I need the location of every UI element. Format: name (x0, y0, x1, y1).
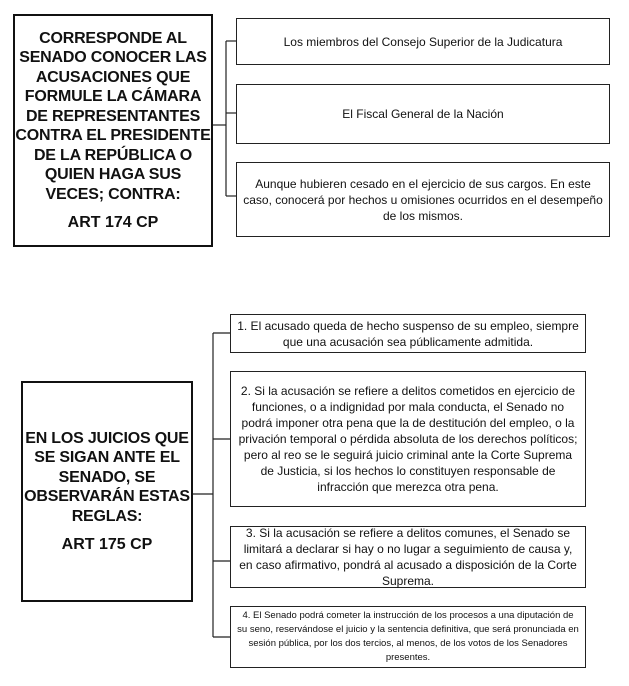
rule-2-text: 2. Si la acusación se refiere a delitos cometidos en ejercicio de funciones, o a indignidad por mala conducta, el Senado no podrá imponer otra pena que la de destitución del empleo, o la privación temporal o pérdida absoluta de los derechos políticos; pero al reo se le seguirá juicio criminal ante la Corte Suprema de Justicia, si los hechos lo constituyen responsable de infracción que merezca otra pena. (238, 384, 578, 494)
rule-4-text: 4. El Senado podrá cometer la instrucción de los procesos a una diputación de su seno, reservándose el juicio y la sentencia definitiva, que será pronunciada en sesión pública, por los dos tercios, al menos, de los votos de los Senadores presentes. (237, 610, 579, 663)
former-officials-box (236, 162, 610, 237)
senate-trial-rules-box (21, 381, 193, 602)
senate-accusations-title: CORRESPONDE AL SENADO CONOCER LAS ACUSACIONES QUE FORMULE LA CÁMARA DE REPRESENTANTES CONTRA EL PRESIDENTE DE LA REPÚBLICA O QUIEN HAGA SUS VECES; CONTRA: (15, 29, 211, 203)
attorney-general-text: El Fiscal General de la Nación (342, 107, 504, 121)
article-174-label: ART 174 CP (67, 214, 159, 232)
rule-4-box (230, 606, 586, 668)
rule-3-box (230, 526, 586, 588)
judicature-council-text: Los miembros del Consejo Superior de la Judicatura (283, 34, 563, 49)
rule-3-text: 3. Si la acusación se refiere a delitos comunes, el Senado se limitará a declarar si hay o no lugar a seguimiento de causa y, en caso afirmativo, pondrá al acusado a disposición de la Corte Suprema. (239, 526, 577, 588)
judicature-council-box (236, 18, 610, 65)
senate-trial-rules-title: EN LOS JUICIOS QUE SE SIGAN ANTE EL SENADO, SE OBSERVARÁN ESTAS REGLAS: (24, 429, 190, 525)
rule-1-text: 1. El acusado queda de hecho suspenso de su empleo, siempre que una acusación sea públicamente admitida. (237, 318, 579, 349)
former-officials-text: Aunque hubieren cesado en el ejercicio de sus cargos. En este caso, conocerá por hechos u omisiones ocurridos en el desempeño de los mismos. (243, 176, 603, 223)
article-175-label: ART 175 CP (61, 536, 153, 554)
attorney-general-box (236, 84, 610, 144)
senate-accusations-box (13, 14, 213, 247)
rule-2-box (230, 371, 586, 507)
rule-1-box (230, 314, 586, 353)
